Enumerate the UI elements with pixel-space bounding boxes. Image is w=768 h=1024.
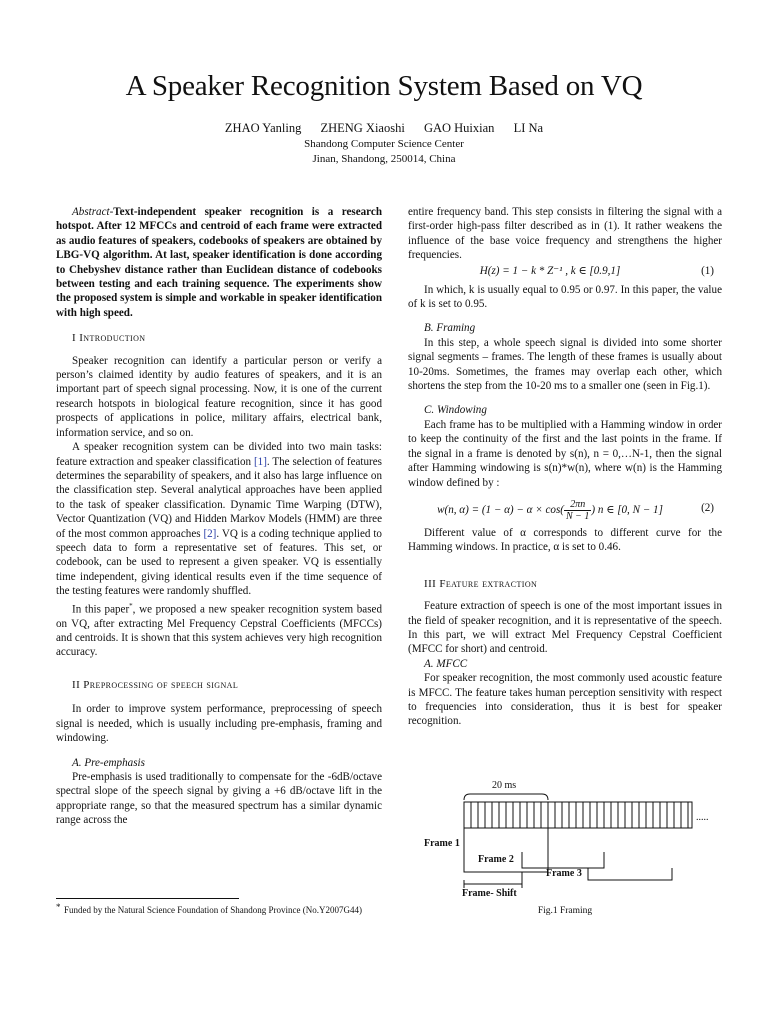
left-column (56, 205, 382, 828)
figure-framing (420, 776, 720, 896)
footnote-rule (56, 898, 239, 899)
paper-title: A Speaker Recognition System Based on VQ (125, 70, 643, 102)
framing-paragraph: In this step, a whole speech signal is divided into some shorter signal segments – frames. The length of these frames is usually about 10-20ms. Sometimes, the frames may overlap each other, which shortens the step from the 10-20 ms to a smaller one (seen in Fig.1). (408, 336, 722, 393)
framing-diagram (420, 776, 720, 896)
label-20ms: 20 ms (492, 780, 517, 791)
author-4: LI Na (513, 121, 544, 135)
abstract (56, 205, 382, 320)
intro-paragraph-1: Speaker recognition can identify a particular person or verify a person’s claimed identity by audio features of speakers, and it is an important part of speech signal processing. Now, it is one of the current research hotspots in biological feature recognition, since it has good prospects of applications in police, military affairs, electrical bank, information service, and so on. (56, 354, 382, 439)
equation-1-body: H(z) = 1 − k * Z⁻¹ , k ∈ [0.9,1] (479, 264, 621, 277)
abstract-text: Text-independent speaker recognition is a research hotspot. After 12 MFCCs and centroid of each frame were extracted as audio features of speakers, codebooks of speakers are obtained by LBG-VQ algorithm. At last, speaker identification is done according to Chebyshev distance rather than Euclidean distance of codebooks between testing and each training sequence. The experiments show the proposed system is simple and workable in speaker identification with high speed. (56, 206, 382, 319)
pre-emphasis-paragraph-2: entire frequency band. This step consists in filtering the signal with a first-order high-pass filter described as in (1). It rather weakens the influence of the base voice frequency and strengthens the higher frequencies. (408, 206, 722, 262)
feature-extraction-paragraph: Feature extraction of speech is one of the most important issues in the field of speaker recognition, and it is representative of the speech. In this part, we will extract Mel Frequency Cepstral Coefficient (MFCC for short) and centroid. (408, 600, 722, 656)
frame-3-bracket (588, 868, 672, 880)
label-frame-2: Frame 2 (478, 854, 514, 865)
section-heading-introduction: I Introduction (72, 332, 146, 345)
frame-cells (471, 802, 688, 828)
author-2: ZHENG Xiaoshi (320, 121, 405, 135)
equation-2 (408, 491, 722, 525)
signal-strip (464, 802, 692, 828)
equation-2-fraction: $\frac{2\pi n}{N - 1}$ (566, 498, 590, 522)
subheading-pre-emphasis: A. Pre-emphasis (72, 756, 145, 769)
pre-emphasis-paragraph-3: In which, k is usually equal to 0.95 or 0.97. In this paper, the value of k is set to 0.95. (408, 283, 722, 311)
intro-paragraph-3: In this paper*, we proposed a new speaker recognition system based on VQ, after extracting Mel Frequency Cepstral Coefficients (MFCCs) and centroids. It is shown that this system achieves very high recognition accuracy. (56, 601, 382, 659)
subheading-framing: B. Framing (424, 322, 476, 335)
footnote-marker: * (129, 601, 133, 610)
section-heading-feature-extraction: III Feature extraction (424, 577, 538, 590)
preprocessing-paragraph-1: In order to improve system performance, preprocessing of speech signal is needed, which is usually including pre-emphasis, framing and windowing. (56, 703, 382, 745)
footnote-text: Funded by the Natural Science Foundation of Shandong Province (No.Y2007G44) (64, 905, 362, 915)
citation-link-2[interactable]: [2] (203, 527, 217, 540)
label-frame-shift: Frame- Shift (462, 888, 517, 896)
subheading-mfcc: A. MFCC (424, 657, 468, 670)
footnote-star: * (56, 902, 61, 912)
frame-2-bracket (522, 852, 604, 868)
equation-2-number: (2) (701, 501, 714, 514)
equation-2-body: w(n, α) = (1 − α) − α × cos( $\frac{2\pi n}{N - 1}$ ) n ∈ [0, N − 1] (437, 498, 663, 522)
author-1: ZHAO Yanling (224, 121, 302, 135)
citation-link-1[interactable]: [1] (253, 455, 267, 468)
mfcc-paragraph: For speaker recognition, the most commonly used acoustic feature is MFCC. The feature takes human perception sensitivity with respect to frequencies into consideration, thus it is best for speaker recognition. (408, 672, 722, 728)
windowing-paragraph-2: Different value of α corresponds to different curve for the Hamming windows. In practice, α is set to 0.46. (408, 526, 722, 554)
subheading-windowing: C. Windowing (424, 404, 487, 417)
equation-1-number: (1) (701, 264, 714, 277)
affiliation-institution: Shandong Computer Science Center (304, 138, 464, 150)
author-3: GAO Huixian (423, 121, 495, 135)
frame-1-bracket (464, 828, 548, 872)
section-heading-preprocessing: II Preprocessing of speech signal (72, 678, 239, 691)
equation-1 (408, 264, 722, 282)
label-frame-1: Frame 1 (424, 838, 460, 849)
author-list (0, 121, 768, 136)
figure-caption: Fig.1 Framing (537, 906, 593, 916)
footnote (56, 904, 386, 917)
right-column (408, 205, 722, 729)
continuation-dots: ..... (696, 812, 709, 823)
intro-paragraph-2: A speaker recognition system can be divided into two main tasks: feature extraction and speaker classification [1]. The selection of features determines the separability of speakers, and it also has large influence on the classification step. Several analytical approaches have been applied to the task of speaker classification. Dynamic Time Warping (DTW), Vector Quantization (VQ) and Hidden Markov Models (HMM) are three of the most common approaches [2]. VQ is a coding technique applied to speech data to form a representative set of features. This set, or codebook, can be used to represent a given speaker. VQ is essentially time independent, giving identical results even if the time sequence of the testing features were randomly shuffled. (56, 441, 382, 598)
affiliation-address: Jinan, Shandong, 250014, China (312, 153, 456, 165)
label-frame-3: Frame 3 (546, 868, 582, 879)
brace-20ms (464, 794, 548, 800)
abstract-lead: Abstract- (72, 206, 114, 218)
windowing-paragraph-1: Each frame has to be multiplied with a Hamming window in order to keep the continuity of the first and the last points in the frame. If the signal in a frame is denoted by s(n), n = 0,…N-1, then the signal after Hamming windowing is s(n)*w(n), where w(n) is the Hamming window defined by : (408, 418, 722, 489)
pre-emphasis-paragraph-1: Pre-emphasis is used traditionally to compensate for the -6dB/octave spectral slope of the speech signal by giving a +6 dB/octave lift in the appropriate range, so that the measured spectrum has a similar dynamic range across the (56, 770, 382, 827)
